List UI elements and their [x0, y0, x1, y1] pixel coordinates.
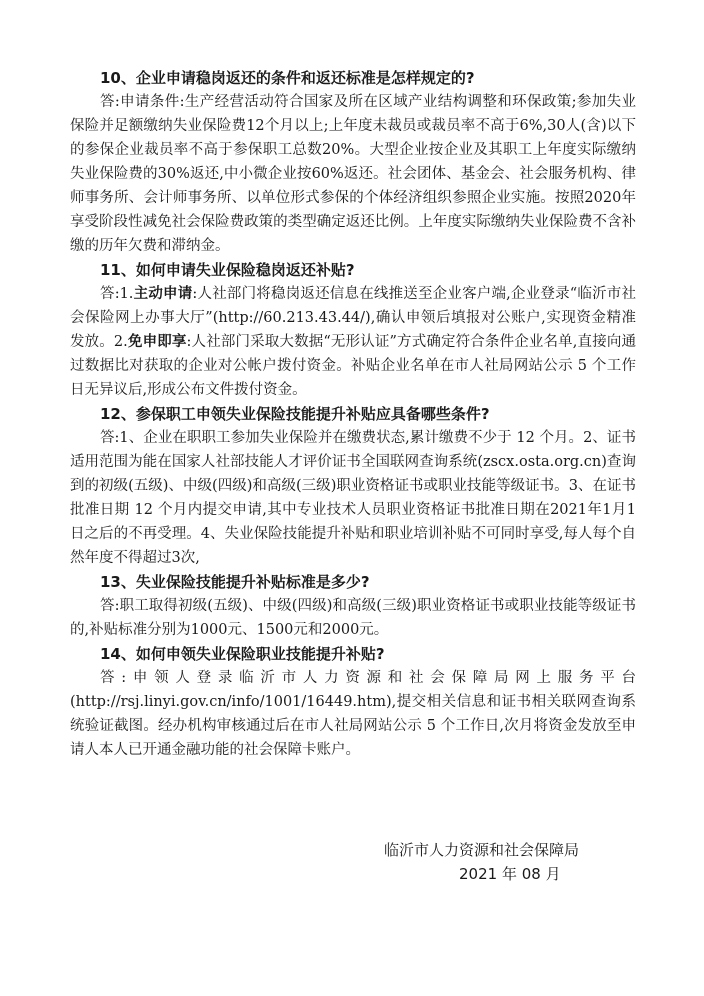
- answer-12: 答:1、企业在职职工参加失业保险并在缴费状态,累计缴费不少于 12 个月。2、证书适用范围为能在国家人社部技能人才评价证书全国联网查询系统(zscx.osta.org.cn)查询到的初级(五级)、中级(四级)和高级(三级)职业资格证书或职业技能等级证书。3、在证书批准日期 12 个月内提交申请,其中专业技术人员职业资格证书批准日期在2021年1月1日之后的不再受理。4、失业保险技能提升补贴和职业培训补贴不可同时享受,每人每个自然年度不得超过3次,: [70, 430, 636, 566]
- question-14: 14、如何申领失业保险职业技能提升补贴?: [100, 645, 385, 663]
- answer-11-part2: :人社部门采取大数据“无形认证”方式确定符合条件企业名单,直接向通过数据比对获取的企业对公帐户拨付资金。补贴企业名单在市人社局网站公示 5 个工作日无异议后,形成公布文件拨付资金。: [70, 334, 636, 398]
- answer-11-bold-auto-apply: 免申即享: [127, 334, 187, 350]
- answer-11-bold-active-apply: 主动申请: [133, 286, 193, 302]
- question-13: 13、失业保险技能提升补贴标准是多少?: [100, 573, 370, 591]
- signature-date: 2021 年 08 月: [459, 865, 561, 883]
- answer-11-prefix: 答:1.: [100, 286, 134, 302]
- document-body: [70, 66, 636, 762]
- question-12: 12、参保职工申领失业保险技能提升补贴应具备哪些条件?: [100, 405, 490, 423]
- question-10: 10、企业申请稳岗返还的条件和返还标准是怎样规定的?: [100, 69, 475, 87]
- answer-11: [70, 282, 636, 402]
- answer-11-part1: :人社部门将稳岗返还信息在线推送至企业客户端,企业登录“临沂市社会保险网上办事大厅”(http://60.213.43.44/),确认申领后填报对公账户,实现资金精准发放。2.: [70, 286, 636, 350]
- answer-10: 答:申请条件:生产经营活动符合国家及所在区域产业结构调整和环保政策;参加失业保险并足额缴纳失业保险费12个月以上;上年度未裁员或裁员率不高于6%,30人(含)以下的参保企业裁员率不高于参保职工总数20%。大型企业按企业及其职工上年度实际缴纳失业保险费的30%返还,中小微企业按60%返还。社会团体、基金会、社会服务机构、律师事务所、会计师事务所、以单位形式参保的个体经济组织参照企业实施。按照2020年享受阶段性减免社会保险费政策的类型确定返还比例。上年度实际缴纳失业保险费不含补缴的历年欠费和滞纳金。: [70, 94, 636, 254]
- answer-14: 答:申领人登录临沂市人力资源和社会保障局网上服务平台(http://rsj.linyi.gov.cn/info/1001/16449.htm),提交相关信息和证书相关联网查询系统验证截图。经办机构审核通过后在市人社局网站公示 5 个工作日,次月将资金发放至申请人本人已开通金融功能的社会保障卡账户。: [70, 670, 636, 758]
- answer-13: 答:职工取得初级(五级)、中级(四级)和高级(三级)职业资格证书或职业技能等级证书的,补贴标准分别为1000元、1500元和2000元。: [70, 598, 636, 638]
- question-11: 11、如何申请失业保险稳岗返还补贴?: [100, 261, 355, 279]
- signature-organization: 临沂市人力资源和社会保障局: [384, 841, 580, 859]
